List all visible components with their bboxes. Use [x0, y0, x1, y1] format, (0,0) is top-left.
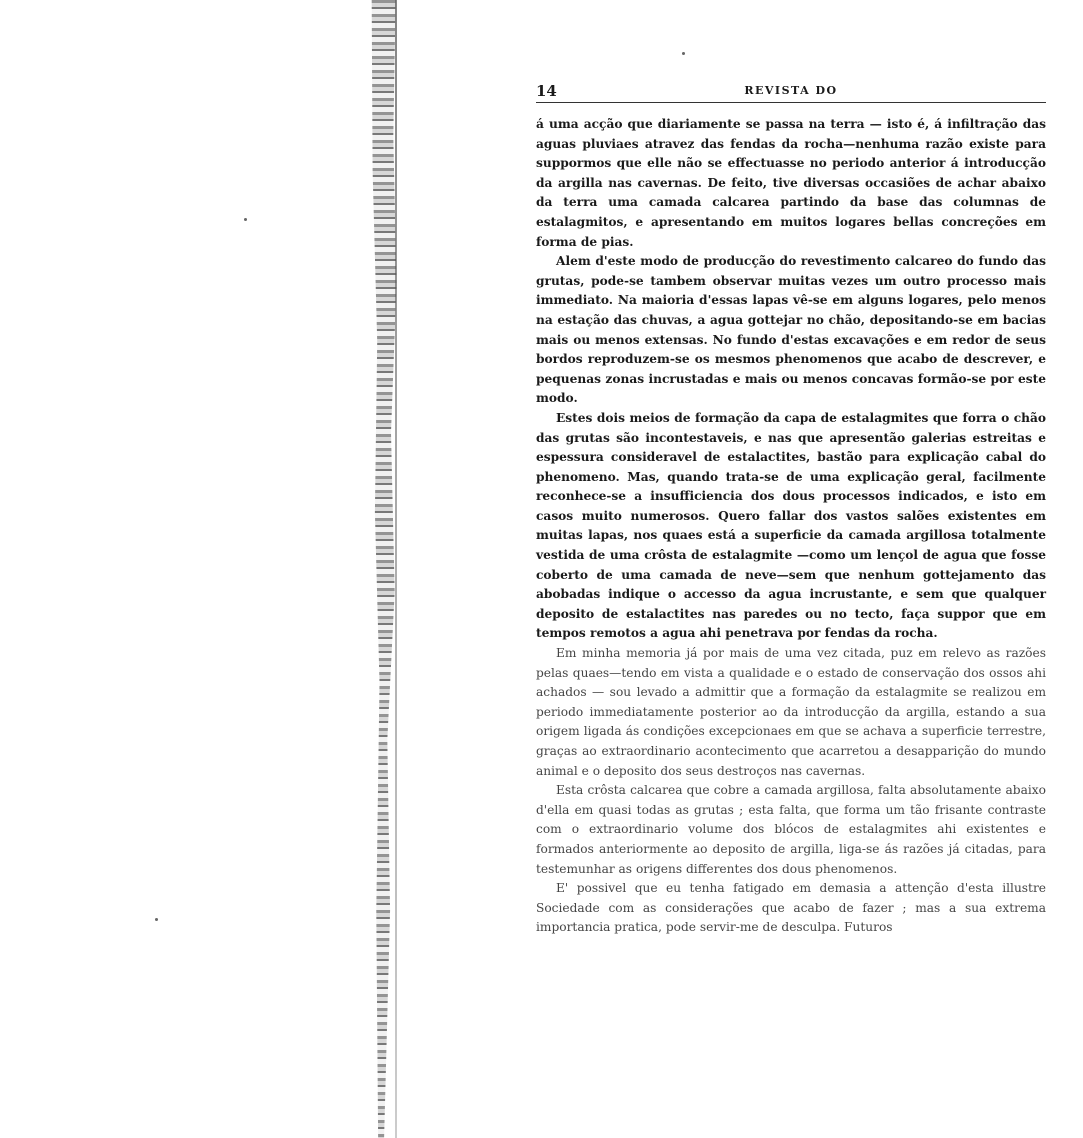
paragraph: Alem d'este modo de producção do revestimento calcareo do fundo das grutas, pode-se tambem observar muitas vezes um outro processo mais immediato. Na maioria d'essas lapas vê-se em alguns logares, pelo menos na estação das chuvas, a agua gottejar no chão, depositando-se em bacias mais ou menos extensas. No fundo d'estas excavações e em redor de seus bordos reproduzem-se os mesmos phenomenos que acabo de descrever, e pequenas zonas incrustadas e mais ou menos concavas formão-se por este modo. — [536, 254, 1046, 406]
paragraph: á uma acção que diariamente se passa na terra — isto é, á infiltração das aguas pluviaes atravez das fendas da rocha—nenhuma razão existe para suppormos que elle não se effectuasse no periodo anterior á introducção da argilla nas cavernas. De feito, tive diversas occasiões de achar abaixo da terra uma camada calcarea partindo da base das columnas de estalagmitos, e apresentando em muitos logares bellas concreções em forma de pias. — [536, 117, 1046, 249]
binding-gutter — [368, 0, 414, 1138]
page-header — [536, 82, 1046, 103]
page-edge-shadow — [395, 0, 397, 1138]
body-text — [536, 115, 1046, 938]
document-page — [536, 82, 1046, 938]
scan-speck — [155, 918, 158, 921]
paragraph: Esta crôsta calcarea que cobre a camada argillosa, falta absolutamente abaixo d'ella em quasi todas as grutas ; esta falta, que forma um tão frisante contraste com o extraordinario volume dos blócos de estalagmites ahi existentes e formados anteriormente ao deposito de argilla, liga-se ás razões já citadas, para testemunhar as origens differentes dos dous phenomenos. — [536, 783, 1046, 876]
paragraph: E' possivel que eu tenha fatigado em demasia a attenção d'esta illustre Sociedade com as considerações que acabo de fazer ; mas a sua extrema importancia pratica, pode servir-me de desculpa. Futuros — [536, 881, 1046, 935]
page-number: 14 — [536, 82, 557, 100]
scan-speck — [682, 52, 685, 55]
paragraph: Em minha memoria já por mais de uma vez citada, puz em relevo as razões pelas quaes—tendo em vista a qualidade e o estado de conservação dos ossos ahi achados — sou levado a admittir que a formação da estalagmite se realizou em periodo immediatamente posterior ao da introducção da argilla, estando a sua origem ligada ás condições excepcionaes em que se achava a superficie terrestre, graças ao extraordinario acontecimento que acarretou a desapparição do mundo animal e o deposito dos seus destroços nas cavernas. — [536, 646, 1046, 778]
paragraph: Estes dois meios de formação da capa de estalagmites que forra o chão das grutas são incontestaveis, e nas que apresentão galerias estreitas e espessura consideravel de estalactites, bastão para explicação cabal do phenomeno. Mas, quando trata-se de uma explicação geral, facilmente reconhece-se a insufficiencia dos dous processos indicados, e isto em casos muito numerosos. Quero fallar dos vastos salões existentes em muitas lapas, nos quaes está a superficie da camada argillosa totalmente vestida de uma crôsta de estalagmite —como um lençol de agua que fosse coberto de uma camada de neve—sem que nenhum gottejamento das abobadas indique o accesso da agua incrustante, e sem que qualquer deposito de estalactites nas paredes ou no tecto, faça suppor que em tempos remotos a agua ahi penetrava por fendas da rocha. — [536, 410, 1046, 641]
scan-speck — [244, 218, 247, 221]
running-title: REVISTA DO — [744, 84, 838, 97]
